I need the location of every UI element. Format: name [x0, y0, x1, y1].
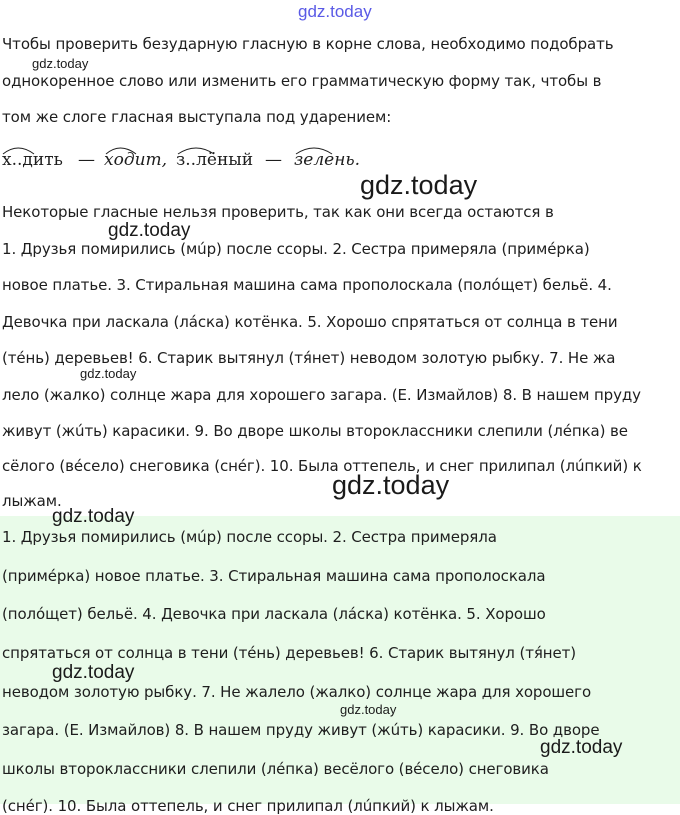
task-line-2: новое платье. 3. Стиральная машина сама прополоскала (полóщет) бельё. 4. — [2, 276, 612, 294]
site-logo[interactable]: gdz.today — [298, 2, 372, 21]
task-line-1: 1. Друзья помирились (мúр) после ссоры. 2. Сестра примеряла (примéрка) — [2, 240, 590, 258]
answer-line-2: (примéрка) новое платье. 3. Стиральная машина сама прополоскала — [2, 567, 546, 585]
task-line-5: лело (жалко) солнце жара для хорошего загара. (Е. Измайлов) 8. В нашем пруду — [2, 386, 641, 404]
example-dash-2: — — [265, 150, 282, 170]
answer-line-4: спрятаться от солнца в тени (тéнь) деревьев! 6. Старик вытянул (тя́нет) — [2, 644, 576, 662]
answer-line-8: (снéг). 10. Была оттепель, и снег прилипал (лúпкий) к лыжам. — [2, 797, 494, 815]
watermark: gdz.today — [332, 470, 450, 500]
intro-line-2: однокоренное слово или изменить его грамматическую форму так, чтобы в — [2, 72, 602, 90]
task-line-3: Девочка при ласкала (лáска) котёнка. 5. Хорошо спрятаться от солнца в тени — [2, 313, 618, 331]
example-word-4: зелень. — [294, 150, 361, 170]
intro-line-3: том же слоге гласная выступала под ударением: — [2, 108, 392, 126]
example-word-2: ходит, — [104, 150, 168, 170]
note-line: Некоторые гласные нельзя проверить, так как они всегда остаются в — [2, 203, 554, 221]
example-word-3: з..лёный — [176, 150, 254, 170]
task-line-7: сёлого (вéсело) снеговика (снéг). 10. Была оттепель, и снег прилипал (лúпкий) к — [2, 457, 642, 475]
intro-line-1: Чтобы проверить безударную гласную в корне слова, необходимо подобрать — [2, 35, 614, 53]
task-line-4: (тéнь) деревьев! 6. Старик вытянул (тя́нет) неводом золотую рыбку. 7. Не жа — [2, 349, 616, 367]
watermark: gdz.today — [360, 170, 478, 200]
answer-line-5: неводом золотую рыбку. 7. Не жалело (жалко) солнце жара для хорошего — [2, 683, 592, 701]
example-dash-1: — — [78, 150, 95, 170]
task-line-8: лыжам. — [2, 492, 62, 510]
answer-line-7: школы второклассники слепили (лéпка) весёлого (вéсело) снеговика — [2, 760, 549, 778]
watermark: gdz.today — [52, 506, 135, 527]
watermark: gdz.today — [80, 366, 137, 381]
watermark: gdz.today — [340, 702, 397, 717]
task-line-6: живут (жúть) карасики. 9. Во дворе школы второклассники слепили (лéпка) ве — [2, 422, 628, 440]
watermark: gdz.today — [52, 662, 135, 683]
watermark: gdz.today — [32, 56, 89, 71]
watermark: gdz.today — [540, 737, 623, 758]
answer-line-3: (полóщет) бельё. 4. Девочка при ласкала (лáска) котёнка. 5. Хорошо — [2, 605, 546, 623]
answer-line-6: загара. (Е. Измайлов) 8. В нашем пруду живут (жúть) карасики. 9. Во дворе — [2, 721, 600, 739]
example-word-1: х..дить — [2, 150, 63, 170]
answer-line-1: 1. Друзья помирились (мúр) после ссоры. 2. Сестра примеряла — [2, 528, 497, 546]
root-arcs — [0, 140, 380, 160]
watermark: gdz.today — [108, 220, 191, 241]
